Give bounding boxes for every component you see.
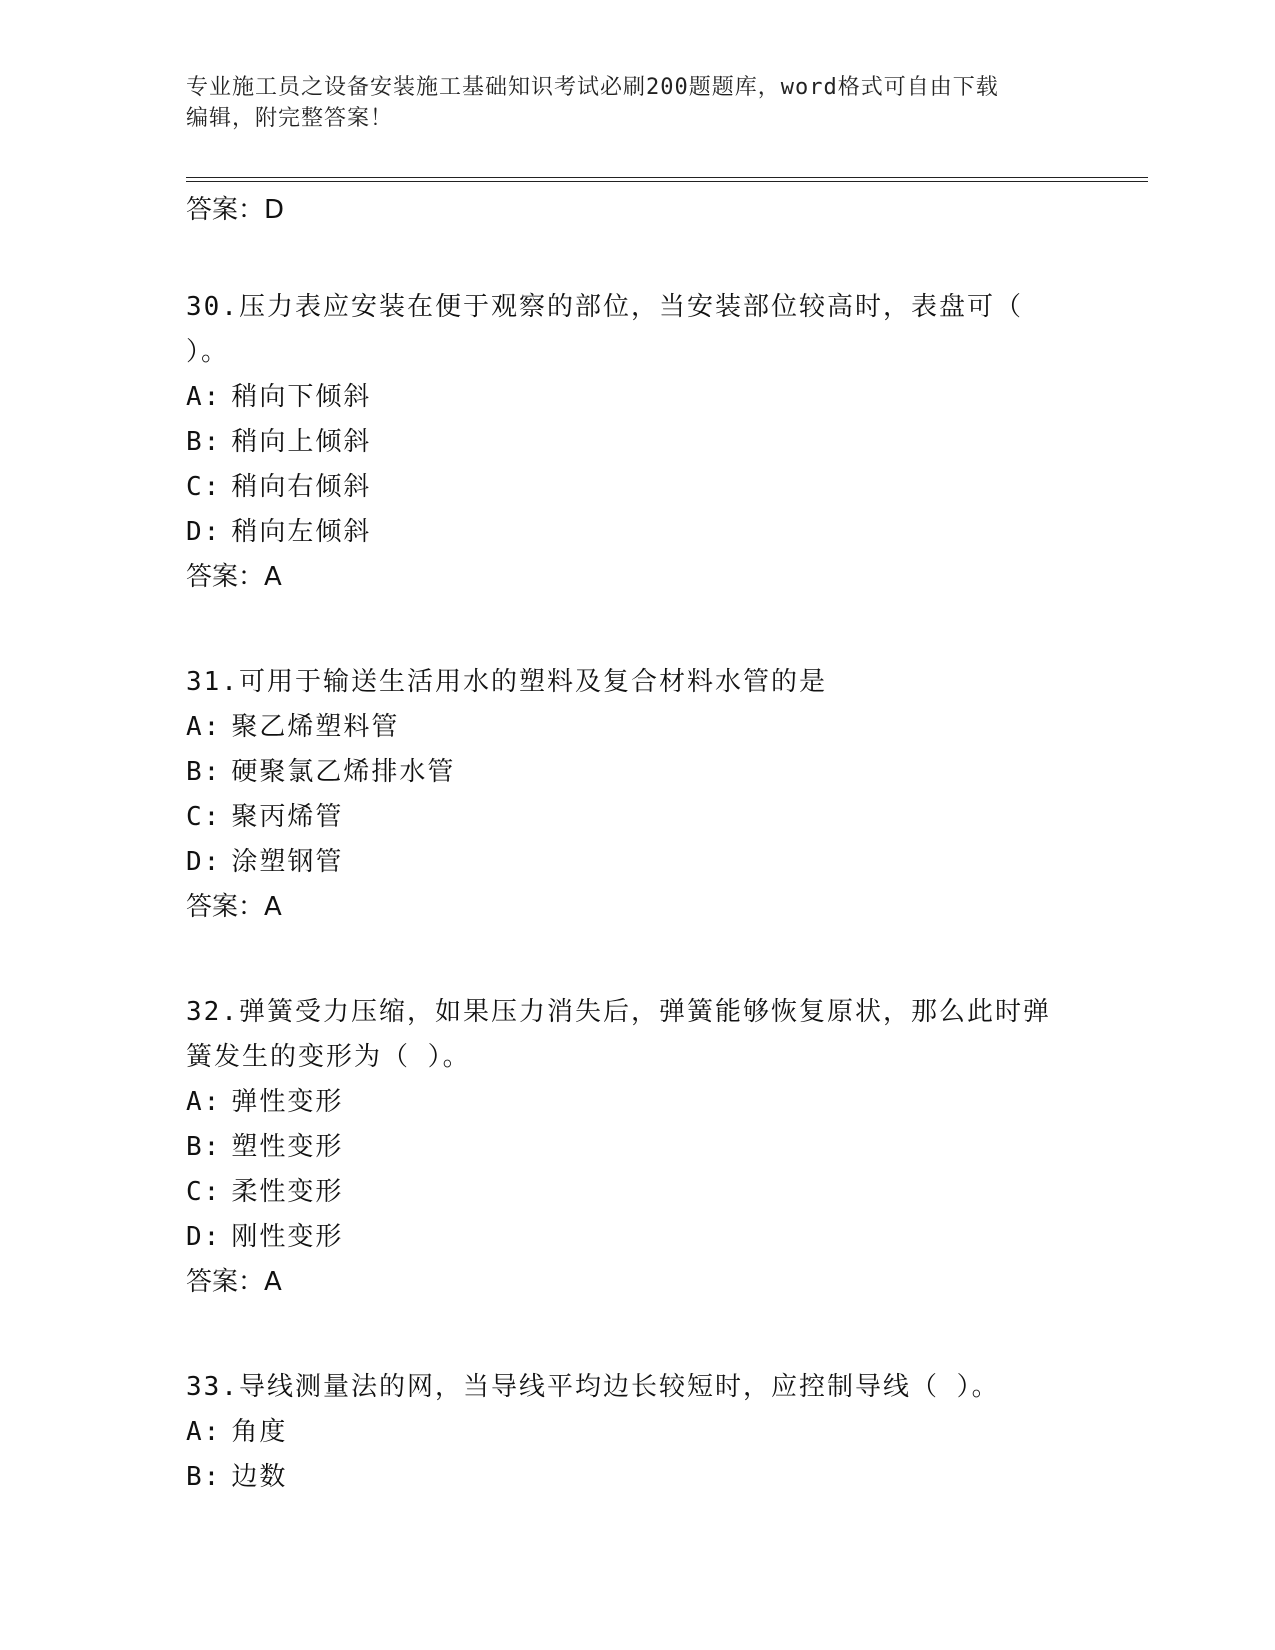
- question-31: [186, 660, 1086, 930]
- option-text: 硬聚氯乙烯排水管: [231, 757, 456, 787]
- stem-line-1: 31.可用于输送生活用水的塑料及复合材料水管的是: [186, 667, 827, 697]
- option-text: 涂塑钢管: [231, 847, 344, 877]
- option-text: 角度: [231, 1417, 288, 1447]
- option-text: 聚乙烯塑料管: [231, 712, 400, 742]
- option-b: [186, 1125, 1086, 1170]
- option-a: [186, 1080, 1086, 1125]
- option-b: [186, 420, 1086, 465]
- question-stem: [186, 1365, 1066, 1410]
- option-key: D:: [186, 847, 222, 877]
- option-key: A:: [186, 712, 222, 742]
- option-text: 边数: [231, 1462, 288, 1492]
- header-line-2: 编辑，附完整答案！: [186, 106, 394, 131]
- option-text: 柔性变形: [231, 1177, 344, 1207]
- stem-line-1: 32.弹簧受力压缩，如果压力消失后，弹簧能够恢复原状，那么此时弹: [186, 997, 1051, 1027]
- question-32: [186, 990, 1086, 1305]
- option-text: 稍向下倾斜: [231, 382, 372, 412]
- stem-line-2: 簧发生的变形为（ ）。: [186, 1042, 471, 1072]
- stem-line-1: 30.压力表应安装在便于观察的部位，当安装部位较高时，表盘可（: [186, 292, 1023, 322]
- option-key: A:: [186, 1087, 222, 1117]
- header-rule-top: [186, 177, 1148, 178]
- option-text: 刚性变形: [231, 1222, 344, 1252]
- option-key: C:: [186, 1177, 222, 1207]
- option-b: [186, 1455, 1086, 1500]
- option-text: 弹性变形: [231, 1087, 344, 1117]
- answer-label: 答案：A: [186, 1267, 282, 1297]
- option-d: [186, 840, 1086, 885]
- header-line-1: 专业施工员之设备安装施工基础知识考试必刷200题题库，word格式可自由下载: [186, 75, 999, 100]
- stem-line-2: ）。: [186, 337, 230, 367]
- stem-line-1: 33.导线测量法的网，当导线平均边长较短时，应控制导线（ ）。: [186, 1372, 1000, 1402]
- option-key: D:: [186, 517, 222, 547]
- option-c: [186, 1170, 1086, 1215]
- question-30: [186, 285, 1086, 600]
- previous-answer: 答案：D: [186, 195, 285, 225]
- header-rule-bottom: [186, 181, 1148, 182]
- question-list: [186, 186, 1086, 1500]
- option-text: 聚丙烯管: [231, 802, 344, 832]
- option-text: 稍向右倾斜: [231, 472, 372, 502]
- option-a: [186, 1410, 1086, 1455]
- question-stem: [186, 285, 1066, 375]
- option-c: [186, 465, 1086, 510]
- option-key: B:: [186, 427, 222, 457]
- option-key: C:: [186, 472, 222, 502]
- option-d: [186, 510, 1086, 555]
- option-text: 稍向上倾斜: [231, 427, 372, 457]
- question-stem: [186, 660, 1066, 705]
- answer-label: 答案：A: [186, 562, 282, 592]
- option-a: [186, 705, 1086, 750]
- option-c: [186, 795, 1086, 840]
- option-key: B:: [186, 757, 222, 787]
- option-text: 塑性变形: [231, 1132, 344, 1162]
- question-stem: [186, 990, 1066, 1080]
- option-key: B:: [186, 1462, 222, 1492]
- document-header: [186, 72, 1066, 134]
- option-a: [186, 375, 1086, 420]
- answer-label: 答案：A: [186, 892, 282, 922]
- option-key: A:: [186, 1417, 222, 1447]
- question-33: [186, 1365, 1086, 1500]
- option-key: C:: [186, 802, 222, 832]
- option-d: [186, 1215, 1086, 1260]
- option-key: B:: [186, 1132, 222, 1162]
- option-key: A:: [186, 382, 222, 412]
- option-text: 稍向左倾斜: [231, 517, 372, 547]
- option-b: [186, 750, 1086, 795]
- option-key: D:: [186, 1222, 222, 1252]
